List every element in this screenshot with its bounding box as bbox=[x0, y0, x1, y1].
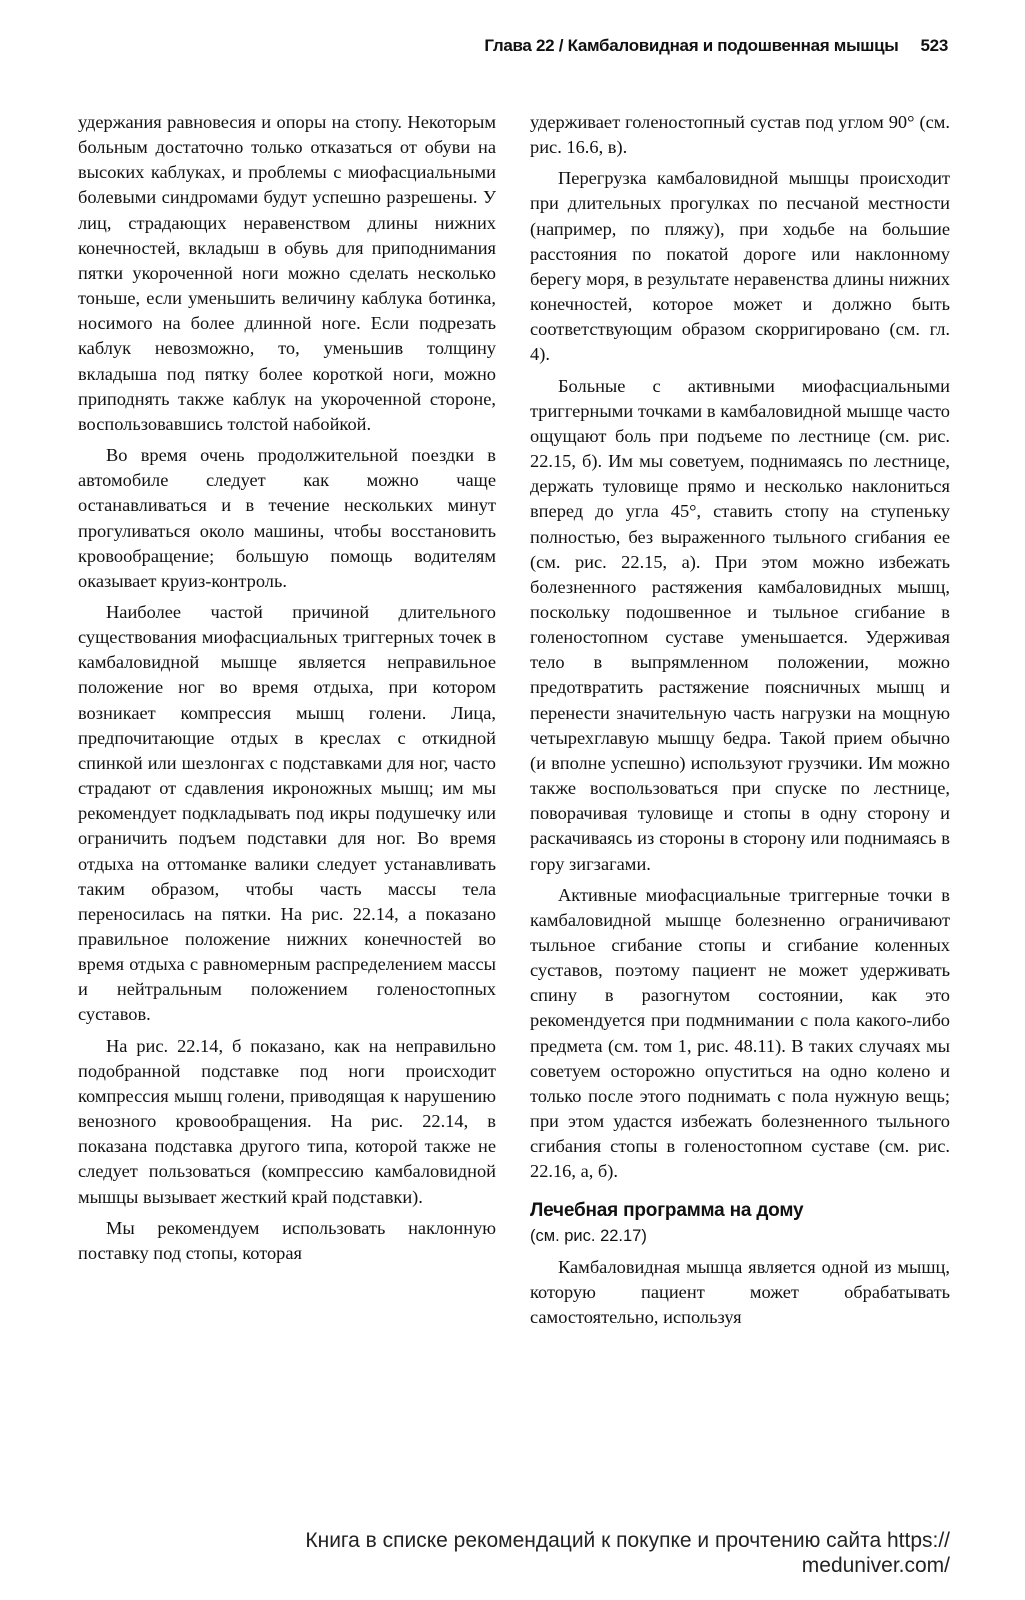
right-column bbox=[530, 110, 950, 1330]
paragraph: Наиболее частой причиной длительного существования миофасциальных триггерных точек в камбаловидной мышце является неправильное положение ног во время отдыха, при котором возникает компрессия мышц голени. Лица, предпочитающие отдых в креслах с откидной спинкой или шезлонгах с подставками для ног, часто страдают от сдавления икроножных мышц; им мы рекомендует подкладывать под икры подушечку или ограничить подъем подставки для ног. Во время отдыха на оттоманке валики следует устанавливать таким образом, чтобы часть массы тела переносилась на пятки. На рис. 22.14, а показано правильное положение нижних конечностей во время отдыха с равномерным распределением массы и нейтральным положением голеностопных суставов. bbox=[78, 601, 496, 1025]
page-number: 523 bbox=[920, 36, 948, 55]
paragraph: Перегрузка камбаловидной мышцы происходит при длительных прогулках по песчаной местности (например, по пляжу), при ходьбе на большие расстояния по покатой дороге или наклонному берегу моря, в результате неравенства длины нижних конечностей, которое может и должно быть соответствующим образом скорригировано (см. гл. 4). bbox=[530, 168, 950, 365]
footer-note bbox=[150, 1528, 950, 1578]
footer-line: Книга в списке рекомендаций к покупке и прочтению сайта https:// bbox=[305, 1529, 950, 1552]
paragraph: Мы рекомендуем использовать наклонную поставку под стопы, которая bbox=[78, 1217, 496, 1263]
paragraph: На рис. 22.14, б показано, как на неправильно подобранной подставке под ноги происходит компрессия мышц голени, приводящая к нарушению венозного кровообращения. На рис. 22.14, в показана подставка другого типа, которой также не следует пользоваться (компрессию камбаловидной мышцы вызывает жесткий край подставки). bbox=[78, 1035, 496, 1207]
left-column bbox=[78, 110, 496, 1266]
running-head bbox=[80, 36, 948, 56]
paragraph: Активные миофасциальные триггерные точки в камбаловидной мышце болезненно ограничивают тыльное сгибание стопы и сгибание коленных суставов, поэтому пациент не может удерживать спину в разогнутом состоянии, как это рекомендуется при подмнимании с пола какого-либо предмета (см. том 1, рис. 48.11). В таких случаях мы советуем осторожно опуститься на одно колено и только после этого поднимать с пола нужную вещь; при этом удастся избежать болезненного тыльного сгибания стопы в голеностопном суставе (см. рис. 22.16, а, б). bbox=[530, 884, 950, 1182]
footer-link: meduniver.com/ bbox=[801, 1554, 950, 1577]
section-subheading: (см. рис. 22.17) bbox=[530, 1226, 647, 1245]
section-heading: Лечебная программа на дому bbox=[530, 1199, 804, 1221]
running-title: Глава 22 / Камбаловидная и подошвенная мышцы bbox=[484, 36, 899, 55]
paragraph: Камбаловидная мышца является одной из мышц, которую пациент может обрабатывать самостоятельно, используя bbox=[530, 1256, 950, 1327]
paragraph: Во время очень продолжительной поездки в автомобиле следует как можно чаще останавливаться и в течение нескольких минут прогуливаться около машины, чтобы восстановить кровообращение; большую помощь водителям оказывает круиз-контроль. bbox=[78, 445, 496, 591]
paragraph: удерживает голеностопный сустав под углом 90° (см. рис. 16.6, в). bbox=[530, 112, 950, 158]
paragraph: удержания равновесия и опоры на стопу. Некоторым больным достаточно только отказаться от обуви на высоких каблуках, и проблемы с миофасциальными болевыми синдромами будут успешно разрешены. У лиц, страдающих неравенством длины нижних конечностей, вкладыш в обувь для приподнимания пятки укороченной ноги можно сделать несколько тоньше, если уменьшить величину каблука ботинка, носимого на более длинной ноге. Если подрезать каблук невозможно, то, уменьшив толщину вкладыша под пятку более короткой ноги, можно приподнять также каблук на укороченной стороне, воспользовавшись толстой набойкой. bbox=[78, 112, 496, 434]
paragraph: Больные с активными миофасциальными триггерными точками в камбаловидной мышце часто ощущают боль при подъеме по лестнице (см. рис. 22.15, б). Им мы советуем, поднимаясь по лестнице, держать туловище прямо и несколько наклониться вперед до угла 45°, ставить стопу на ступеньку полностью, без выраженного тыльного сгибания ее (см. рис. 22.15, а). При этом можно избежать болезненного растяжения камбаловидных мышц, поскольку подошвенное и тыльное сгибание в голеностопном суставе уменьшается. Удерживая тело в выпрямленном положении, можно предотвратить растяжение поясничных мышц и перенести значительную часть нагрузки на мощную четырехглавую мышцу бедра. Такой прием обычно (и вполне успешно) используют грузчики. Им можно также воспользоваться при спуске по лестнице, поворачивая туловище и стопы в одну сторону и раскачиваясь из стороны в сторону или поднимаясь в гору зигзагами. bbox=[530, 375, 950, 874]
